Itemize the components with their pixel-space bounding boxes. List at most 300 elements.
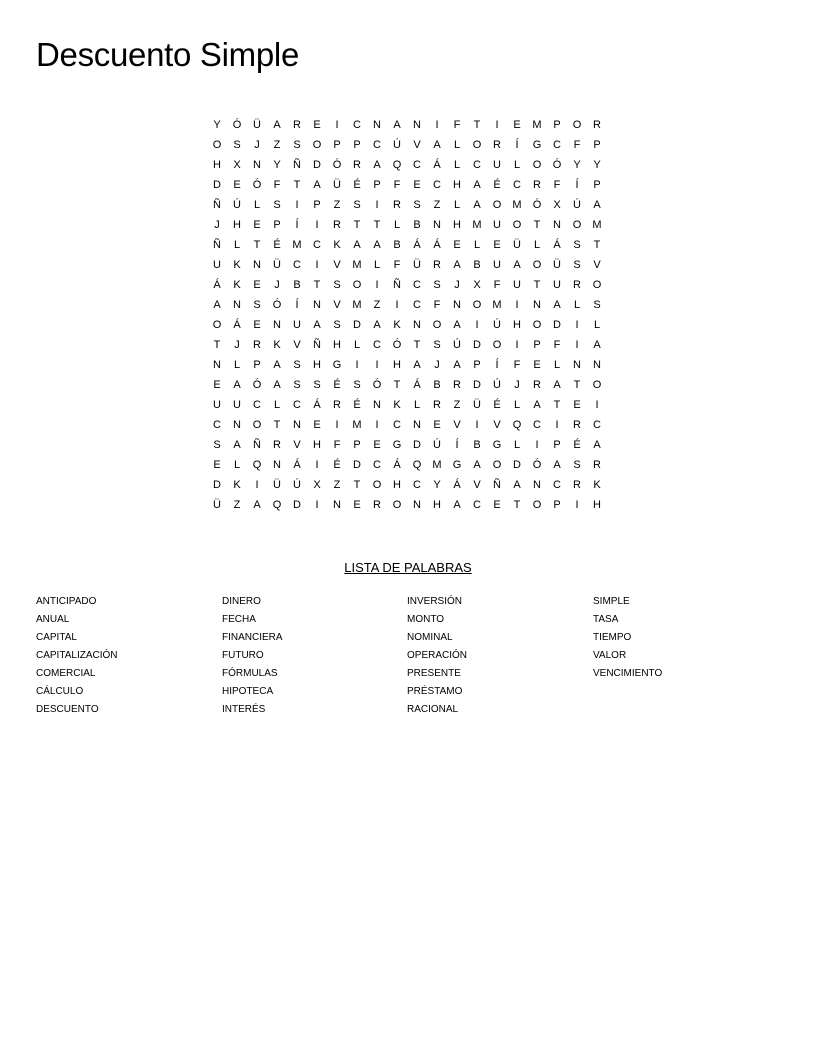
grid-letter: X [473,279,481,291]
grid-letter: Q [512,419,522,431]
grid-letter: G [532,139,542,151]
grid-letter: D [353,459,361,471]
grid-letter: S [593,299,601,311]
grid-letter: X [553,199,561,211]
grid-letter: I [595,399,599,411]
grid-letter: A [373,239,381,251]
grid-letter: V [413,139,421,151]
grid-letter: A [233,439,241,451]
grid-letter: M [352,259,362,271]
grid-letter: M [432,459,442,471]
grid-row [207,155,607,175]
grid-row [207,215,607,235]
grid-letter: R [533,179,541,191]
grid-letter: C [373,459,381,471]
grid-letter: É [573,439,581,451]
grid-letter: Ñ [493,479,501,491]
grid-letter: V [453,419,461,431]
grid-letter: A [553,459,561,471]
grid-letter: I [375,199,379,211]
word-list-item: NOMINAL [407,632,453,643]
grid-row [207,435,607,455]
grid-letter: Á [213,279,221,291]
grid-letter: P [553,499,561,511]
grid-letter: T [573,379,581,391]
grid-letter: I [375,279,379,291]
word-list-item: PRÉSTAMO [407,686,463,697]
grid-letter: C [473,499,481,511]
grid-letter: S [293,359,301,371]
grid-letter: A [593,199,601,211]
grid-letter: N [273,319,281,331]
word-list-item: INTERÉS [222,704,266,715]
grid-letter: J [454,279,460,291]
grid-letter: C [313,239,321,251]
grid-letter: S [253,299,261,311]
word-list-column-2 [222,593,402,719]
grid-letter: D [353,319,361,331]
grid-letter: Ú [493,379,501,391]
grid-letter: R [593,119,601,131]
grid-letter: N [313,299,321,311]
grid-letter: T [273,419,281,431]
grid-letter: R [293,119,301,131]
grid-letter: T [553,399,561,411]
grid-row [207,195,607,215]
grid-letter: Ü [513,239,521,251]
grid-letter: U [293,319,301,331]
grid-letter: T [353,219,361,231]
grid-letter: Q [252,459,262,471]
grid-letter: N [533,299,541,311]
word-list-item: RACIONAL [407,704,459,715]
grid-letter: M [292,239,302,251]
grid-letter: C [293,259,301,271]
grid-letter: E [353,499,361,511]
grid-letter: V [293,339,301,351]
grid-letter: I [355,359,359,371]
grid-letter: B [433,379,441,391]
grid-letter: P [333,139,341,151]
grid-letter: P [593,139,601,151]
grid-letter: T [293,179,301,191]
grid-letter: D [213,479,221,491]
grid-letter: Ü [273,259,281,271]
grid-letter: J [274,279,280,291]
grid-letter: B [473,259,481,271]
grid-letter: J [434,359,440,371]
grid-letter: B [293,279,301,291]
grid-letter: F [393,179,401,191]
grid-letter: H [593,499,601,511]
grid-letter: K [233,259,241,271]
grid-letter: T [473,119,481,131]
word-list-item: DINERO [222,596,261,607]
grid-letter: N [213,359,221,371]
grid-letter: K [593,479,601,491]
grid-letter: X [313,479,321,491]
grid-letter: U [213,259,221,271]
grid-letter: R [333,219,341,231]
grid-letter: X [233,159,241,171]
grid-letter: O [592,379,602,391]
grid-letter: D [553,319,561,331]
grid-letter: Z [273,139,281,151]
grid-letter: I [575,319,579,331]
grid-letter: Ú [293,479,301,491]
grid-letter: O [572,219,582,231]
grid-letter: I [295,199,299,211]
grid-letter: O [532,259,542,271]
grid-letter: V [473,479,481,491]
grid-letter: Ú [573,199,581,211]
grid-letter: Ü [333,179,341,191]
grid-letter: L [453,159,461,171]
grid-letter: L [233,459,241,471]
grid-letter: Ú [493,319,501,331]
grid-letter: C [553,139,561,151]
word-list-item: PRESENTE [407,668,461,679]
grid-letter: E [253,219,261,231]
grid-row [207,235,607,255]
grid-letter: Ü [213,499,221,511]
grid-row [207,455,607,475]
grid-letter: H [453,219,461,231]
grid-letter: S [293,379,301,391]
grid-letter: D [313,159,321,171]
grid-letter: Á [233,319,241,331]
grid-letter: E [573,399,581,411]
grid-letter: F [433,299,441,311]
grid-letter: T [533,279,541,291]
grid-letter: I [315,459,319,471]
grid-letter: T [213,339,221,351]
grid-letter: N [253,159,261,171]
grid-letter: D [413,439,421,451]
grid-letter: C [513,179,521,191]
word-list-item: CAPITALIZACIÓN [36,650,118,661]
grid-letter: F [553,179,561,191]
grid-letter: A [373,159,381,171]
grid-letter: S [293,139,301,151]
grid-letter: Ú [393,139,401,151]
grid-letter: O [372,479,382,491]
grid-letter: N [413,419,421,431]
word-list-column-4 [593,593,773,683]
grid-letter: Ó [552,159,562,171]
grid-letter: I [535,439,539,451]
grid-letter: R [533,379,541,391]
grid-letter: N [293,419,301,431]
grid-letter: F [573,139,581,151]
grid-letter: L [233,359,241,371]
grid-letter: C [213,419,221,431]
page-title: Descuento Simple [36,36,300,73]
grid-letter: D [513,459,521,471]
grid-letter: A [273,379,281,391]
grid-row [207,175,607,195]
grid-letter: C [413,299,421,311]
grid-letter: Ü [273,479,281,491]
word-list-item: FÓRMULAS [222,668,278,679]
grid-letter: E [233,179,241,191]
grid-letter: A [533,399,541,411]
grid-letter: J [254,139,260,151]
grid-letter: S [573,259,581,271]
grid-letter: G [392,439,402,451]
grid-letter: F [513,359,521,371]
grid-letter: Ó [252,379,262,391]
grid-letter: Ó [252,179,262,191]
grid-letter: K [233,279,241,291]
grid-letter: N [453,299,461,311]
grid-letter: R [253,339,261,351]
grid-letter: I [315,499,319,511]
grid-letter: M [592,219,602,231]
grid-letter: U [513,279,521,291]
grid-letter: A [453,359,461,371]
grid-letter: T [593,239,601,251]
grid-letter: Á [433,239,441,251]
grid-row [207,415,607,435]
grid-letter: V [493,419,501,431]
grid-letter: L [353,339,361,351]
grid-letter: R [493,139,501,151]
grid-letter: O [312,139,322,151]
word-list-item: TIEMPO [593,632,632,643]
word-list-heading-text: LISTA DE PALABRAS [344,560,472,575]
word-list-item: HIPOTECA [222,686,274,697]
grid-letter: O [512,219,522,231]
grid-letter: F [273,179,281,191]
grid-letter: L [473,239,481,251]
grid-letter: S [333,279,341,291]
grid-letter: M [512,199,522,211]
grid-letter: O [532,319,542,331]
grid-letter: T [253,239,261,251]
grid-letter: P [373,179,381,191]
word-list-item: CAPITAL [36,632,77,643]
grid-letter: Í [295,219,299,231]
grid-letter: Ó [272,299,282,311]
grid-letter: B [393,239,401,251]
grid-letter: M [352,299,362,311]
grid-letter: O [472,299,482,311]
grid-letter: Á [293,459,301,471]
grid-letter: O [472,139,482,151]
grid-letter: Ñ [393,279,401,291]
grid-letter: R [573,419,581,431]
grid-letter: Q [412,459,422,471]
grid-letter: U [553,279,561,291]
grid-letter: C [353,119,361,131]
grid-letter: C [373,139,381,151]
grid-letter: Z [373,299,381,311]
grid-letter: A [593,339,601,351]
grid-row [207,115,607,135]
grid-letter: N [233,299,241,311]
grid-letter: S [413,199,421,211]
grid-letter: Z [333,479,341,491]
grid-letter: M [352,419,362,431]
grid-letter: S [233,139,241,151]
grid-letter: K [393,319,401,331]
grid-letter: R [593,459,601,471]
grid-letter: É [353,179,361,191]
grid-letter: O [212,139,222,151]
grid-letter: H [213,159,221,171]
grid-letter: L [513,439,521,451]
grid-letter: C [253,399,261,411]
grid-letter: I [395,299,399,311]
grid-row [207,335,607,355]
grid-letter: A [233,379,241,391]
grid-letter: Á [313,399,321,411]
grid-letter: S [273,199,281,211]
grid-letter: G [452,459,462,471]
grid-letter: I [315,259,319,271]
grid-letter: P [353,139,361,151]
grid-letter: O [532,159,542,171]
grid-letter: L [373,259,381,271]
grid-letter: Z [333,199,341,211]
grid-letter: I [435,119,439,131]
word-list-item: CÁLCULO [36,686,84,697]
grid-letter: Á [413,379,421,391]
word-list-item: ANTICIPADO [36,596,97,607]
grid-letter: P [313,199,321,211]
grid-letter: I [475,419,479,431]
grid-letter: J [214,219,220,231]
grid-letter: Á [413,239,421,251]
grid-letter: T [313,279,321,291]
word-list-item: FUTURO [222,650,264,661]
grid-letter: L [273,399,281,411]
grid-letter: É [333,379,341,391]
word-list-item: FINANCIERA [222,632,283,643]
grid-letter: Ó [232,119,242,131]
grid-letter: H [433,499,441,511]
grid-letter: H [393,359,401,371]
grid-letter: Ó [532,459,542,471]
grid-letter: É [493,399,501,411]
grid-letter: A [453,319,461,331]
grid-letter: I [315,219,319,231]
grid-letter: H [313,439,321,451]
grid-letter: H [453,179,461,191]
grid-letter: F [453,119,461,131]
grid-letter: D [213,179,221,191]
grid-letter: A [393,119,401,131]
grid-row [207,135,607,155]
grid-letter: Ú [233,199,241,211]
grid-letter: Ñ [313,339,321,351]
grid-letter: A [313,179,321,191]
grid-letter: Ó [332,159,342,171]
grid-letter: Q [392,159,402,171]
grid-letter: U [493,159,501,171]
grid-letter: Ó [372,379,382,391]
grid-letter: R [453,379,461,391]
grid-letter: N [413,499,421,511]
grid-letter: M [472,219,482,231]
grid-letter: T [353,479,361,491]
grid-letter: A [513,479,521,491]
grid-letter: L [413,399,421,411]
grid-letter: A [453,259,461,271]
grid-letter: N [553,219,561,231]
grid-letter: I [255,479,259,491]
grid-letter: I [495,119,499,131]
grid-letter: M [532,119,542,131]
grid-letter: L [233,239,241,251]
grid-letter: A [433,139,441,151]
grid-letter: V [593,259,601,271]
grid-letter: Z [233,499,241,511]
grid-letter: Á [433,159,441,171]
word-list-item: DESCUENTO [36,704,99,715]
grid-letter: S [313,379,321,391]
grid-letter: C [373,339,381,351]
grid-letter: O [212,319,222,331]
grid-letter: Ú [453,339,461,351]
grid-letter: Í [455,439,459,451]
grid-letter: J [514,379,520,391]
grid-letter: A [273,119,281,131]
grid-row [207,475,607,495]
grid-letter: I [575,499,579,511]
word-list-item: INVERSIÓN [407,596,463,607]
grid-letter: H [393,479,401,491]
grid-letter: C [553,479,561,491]
grid-letter: I [335,119,339,131]
grid-letter: Ü [413,259,421,271]
grid-row [207,295,607,315]
grid-letter: I [375,419,379,431]
grid-letter: L [533,239,541,251]
grid-letter: S [573,239,581,251]
word-list-item: COMERCIAL [36,668,96,679]
grid-letter: K [393,399,401,411]
grid-letter: O [572,119,582,131]
word-list-item: ANUAL [36,614,70,625]
grid-letter: C [413,159,421,171]
grid-letter: Ñ [293,159,301,171]
grid-letter: K [233,479,241,491]
grid-letter: S [573,459,581,471]
grid-letter: A [593,439,601,451]
grid-letter: Ñ [213,239,221,251]
grid-letter: O [392,499,402,511]
grid-letter: C [593,419,601,431]
grid-letter: N [433,219,441,231]
grid-row [207,395,607,415]
grid-letter: C [413,279,421,291]
grid-letter: O [492,459,502,471]
grid-letter: N [333,499,341,511]
word-list-item: SIMPLE [593,596,630,607]
grid-letter: E [313,119,321,131]
grid-letter: Ü [253,119,261,131]
grid-letter: I [475,319,479,331]
grid-letter: F [493,279,501,291]
grid-letter: E [373,439,381,451]
grid-row [207,495,607,515]
grid-letter: R [353,159,361,171]
grid-letter: U [233,399,241,411]
grid-letter: L [453,199,461,211]
grid-letter: D [293,499,301,511]
